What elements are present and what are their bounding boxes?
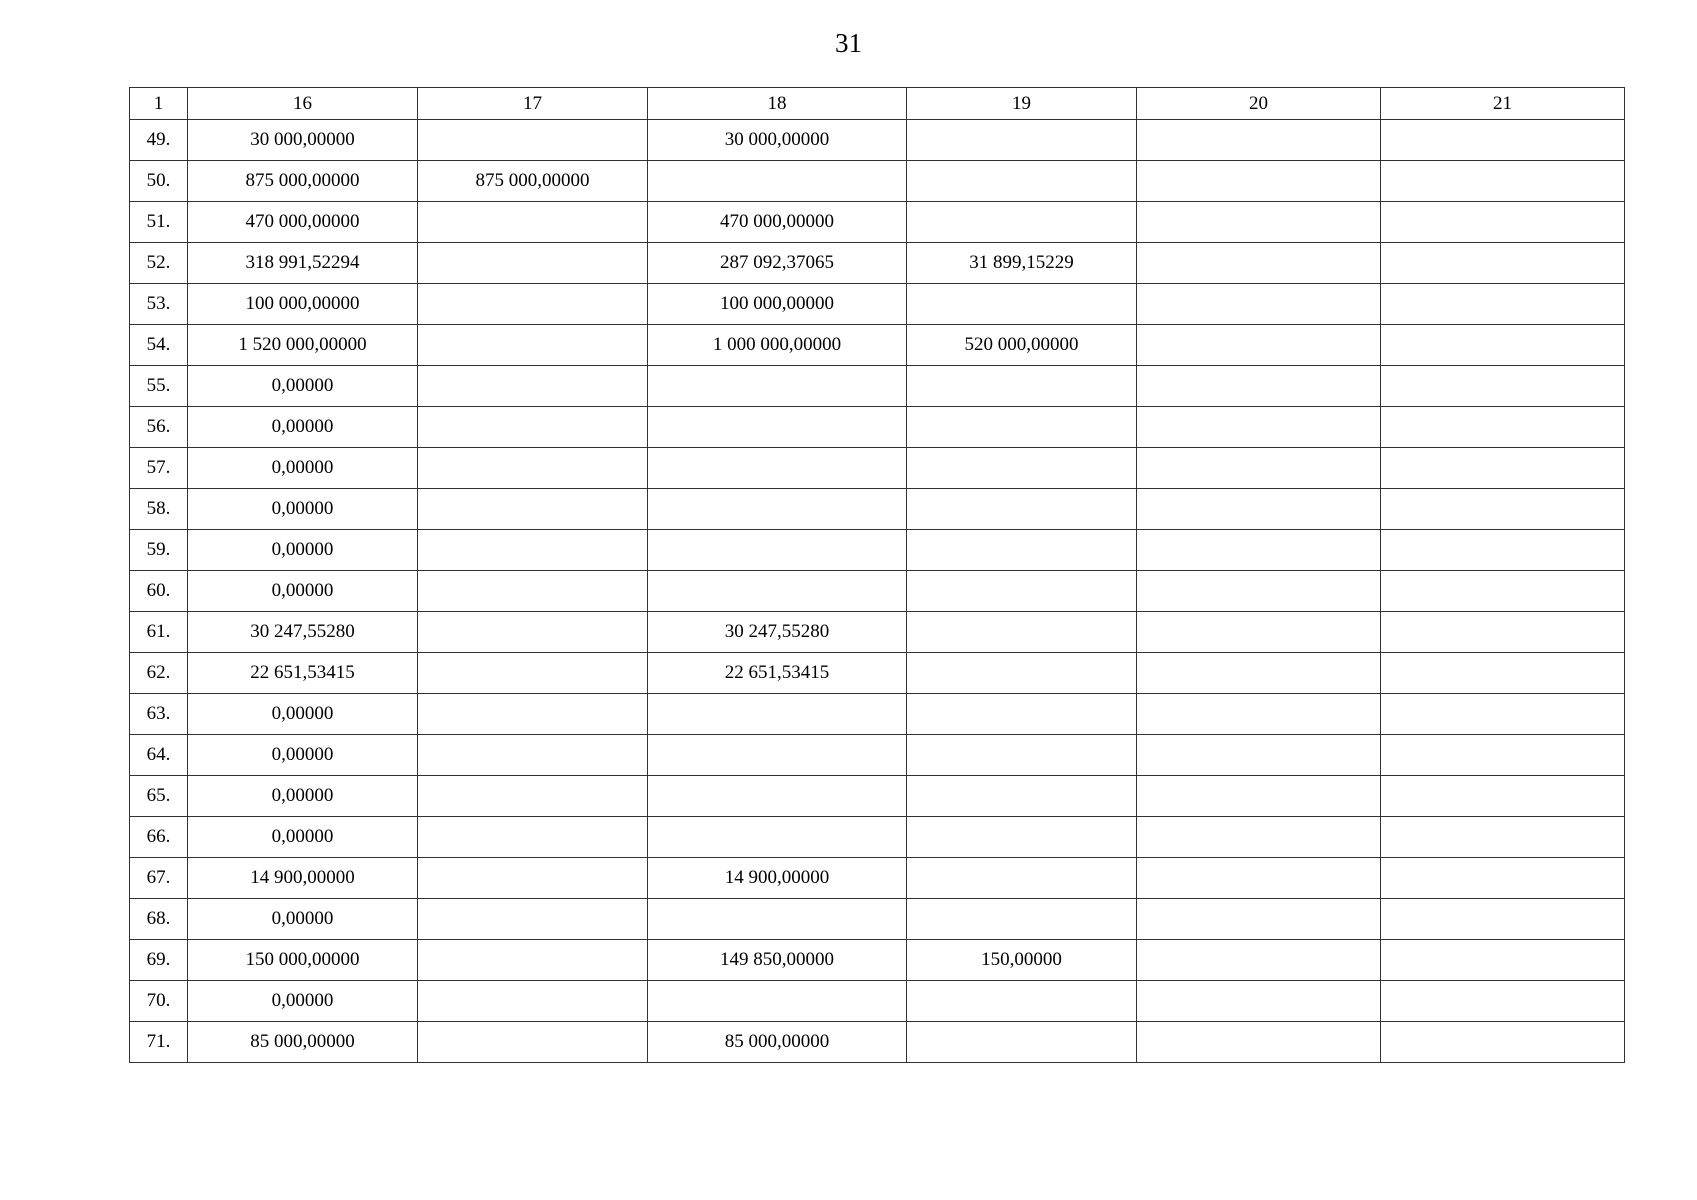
table-cell xyxy=(907,776,1137,817)
table-cell: 0,00000 xyxy=(188,899,418,940)
table-cell xyxy=(1381,981,1625,1022)
table-row xyxy=(130,940,1625,981)
table-cell xyxy=(1137,407,1381,448)
column-header: 19 xyxy=(907,88,1137,120)
table-cell: 30 000,00000 xyxy=(648,120,907,161)
table-cell xyxy=(418,694,648,735)
table-row xyxy=(130,899,1625,940)
table-row xyxy=(130,653,1625,694)
table-header-row xyxy=(130,88,1625,120)
table-cell xyxy=(418,366,648,407)
page-number: 31 xyxy=(835,28,862,58)
table-cell xyxy=(1381,612,1625,653)
table-cell xyxy=(648,776,907,817)
table-cell: 85 000,00000 xyxy=(188,1022,418,1063)
row-number-cell: 54. xyxy=(130,325,188,366)
table-cell xyxy=(648,161,907,202)
table-cell xyxy=(1137,448,1381,489)
table-cell: 520 000,00000 xyxy=(907,325,1137,366)
row-number-cell: 50. xyxy=(130,161,188,202)
table-cell xyxy=(1137,243,1381,284)
table-cell xyxy=(907,530,1137,571)
table-cell xyxy=(1381,571,1625,612)
table-cell xyxy=(907,1022,1137,1063)
table-cell: 30 247,55280 xyxy=(188,612,418,653)
table-cell xyxy=(1137,366,1381,407)
table-cell xyxy=(1381,694,1625,735)
table-cell xyxy=(418,940,648,981)
row-number-cell: 67. xyxy=(130,858,188,899)
row-number-cell: 70. xyxy=(130,981,188,1022)
table-cell xyxy=(1381,653,1625,694)
table-cell xyxy=(1381,489,1625,530)
table-cell: 150,00000 xyxy=(907,940,1137,981)
table-cell xyxy=(1381,448,1625,489)
table-cell xyxy=(648,407,907,448)
table-cell xyxy=(1381,366,1625,407)
row-number-cell: 68. xyxy=(130,899,188,940)
table-cell xyxy=(418,981,648,1022)
table-cell xyxy=(418,858,648,899)
table-cell xyxy=(1381,817,1625,858)
table-row xyxy=(130,817,1625,858)
data-table xyxy=(129,87,1625,1063)
table-cell xyxy=(1381,899,1625,940)
table-cell: 470 000,00000 xyxy=(648,202,907,243)
table-cell xyxy=(1137,202,1381,243)
table-cell xyxy=(418,407,648,448)
table-row xyxy=(130,407,1625,448)
table-cell xyxy=(907,981,1137,1022)
table-row xyxy=(130,489,1625,530)
table-cell: 30 000,00000 xyxy=(188,120,418,161)
row-number-cell: 69. xyxy=(130,940,188,981)
row-number-cell: 57. xyxy=(130,448,188,489)
table-cell xyxy=(907,407,1137,448)
table-cell xyxy=(907,571,1137,612)
table-cell xyxy=(1137,530,1381,571)
table-cell: 875 000,00000 xyxy=(188,161,418,202)
table-cell: 0,00000 xyxy=(188,407,418,448)
table-cell xyxy=(418,817,648,858)
table-row xyxy=(130,202,1625,243)
table-row xyxy=(130,735,1625,776)
table-cell xyxy=(1137,735,1381,776)
table-cell xyxy=(1137,1022,1381,1063)
table-cell xyxy=(907,653,1137,694)
row-number-cell: 60. xyxy=(130,571,188,612)
table-cell xyxy=(907,694,1137,735)
table-cell xyxy=(418,284,648,325)
table-cell xyxy=(1137,817,1381,858)
table-cell xyxy=(418,489,648,530)
table-row xyxy=(130,776,1625,817)
table-cell xyxy=(648,571,907,612)
table-row xyxy=(130,325,1625,366)
row-number-cell: 52. xyxy=(130,243,188,284)
table-cell: 149 850,00000 xyxy=(648,940,907,981)
table-cell xyxy=(648,489,907,530)
table-cell: 100 000,00000 xyxy=(648,284,907,325)
table-cell xyxy=(1137,776,1381,817)
column-header: 16 xyxy=(188,88,418,120)
row-number-cell: 71. xyxy=(130,1022,188,1063)
table-cell: 0,00000 xyxy=(188,981,418,1022)
table-cell xyxy=(418,776,648,817)
table-cell xyxy=(648,981,907,1022)
row-number-cell: 64. xyxy=(130,735,188,776)
table-cell xyxy=(1381,284,1625,325)
table-cell xyxy=(1137,653,1381,694)
table-cell xyxy=(907,858,1137,899)
table-row xyxy=(130,981,1625,1022)
table-cell xyxy=(1381,407,1625,448)
table-cell: 14 900,00000 xyxy=(648,858,907,899)
table-body xyxy=(130,120,1625,1063)
table-cell xyxy=(1381,735,1625,776)
table-cell: 1 520 000,00000 xyxy=(188,325,418,366)
table-row xyxy=(130,612,1625,653)
column-header: 17 xyxy=(418,88,648,120)
table-cell xyxy=(1381,776,1625,817)
column-header: 18 xyxy=(648,88,907,120)
table-cell: 0,00000 xyxy=(188,366,418,407)
table-cell xyxy=(1137,284,1381,325)
row-number-cell: 62. xyxy=(130,653,188,694)
table-cell: 0,00000 xyxy=(188,448,418,489)
table-cell xyxy=(1137,571,1381,612)
table-cell: 31 899,15229 xyxy=(907,243,1137,284)
table-cell: 85 000,00000 xyxy=(648,1022,907,1063)
table-row xyxy=(130,284,1625,325)
table-cell: 30 247,55280 xyxy=(648,612,907,653)
table-cell xyxy=(1137,694,1381,735)
table-cell xyxy=(1381,1022,1625,1063)
table-cell xyxy=(907,735,1137,776)
table-cell xyxy=(907,899,1137,940)
table-cell xyxy=(1137,612,1381,653)
table-cell xyxy=(1137,899,1381,940)
table-cell xyxy=(907,817,1137,858)
table-cell: 1 000 000,00000 xyxy=(648,325,907,366)
table-cell xyxy=(1381,940,1625,981)
row-number-cell: 49. xyxy=(130,120,188,161)
table-cell xyxy=(418,243,648,284)
table-cell: 150 000,00000 xyxy=(188,940,418,981)
row-number-cell: 53. xyxy=(130,284,188,325)
table-cell xyxy=(418,653,648,694)
row-number-cell: 51. xyxy=(130,202,188,243)
column-header: 21 xyxy=(1381,88,1625,120)
table-cell: 0,00000 xyxy=(188,735,418,776)
table-cell: 0,00000 xyxy=(188,571,418,612)
table-cell xyxy=(1137,858,1381,899)
table-cell xyxy=(648,530,907,571)
table-row xyxy=(130,243,1625,284)
table-cell: 22 651,53415 xyxy=(648,653,907,694)
table-cell: 0,00000 xyxy=(188,776,418,817)
table-cell xyxy=(907,612,1137,653)
table-row xyxy=(130,120,1625,161)
table-cell xyxy=(418,899,648,940)
table-cell: 470 000,00000 xyxy=(188,202,418,243)
table-cell: 318 991,52294 xyxy=(188,243,418,284)
row-number-cell: 55. xyxy=(130,366,188,407)
row-number-cell: 56. xyxy=(130,407,188,448)
table-cell xyxy=(418,325,648,366)
table-cell xyxy=(1381,858,1625,899)
table-cell: 100 000,00000 xyxy=(188,284,418,325)
table-cell xyxy=(907,284,1137,325)
table-row xyxy=(130,161,1625,202)
table-cell xyxy=(907,366,1137,407)
table-cell xyxy=(907,489,1137,530)
table-cell: 0,00000 xyxy=(188,489,418,530)
table-cell xyxy=(418,530,648,571)
table-cell xyxy=(418,1022,648,1063)
table-cell xyxy=(648,817,907,858)
table-cell xyxy=(1381,161,1625,202)
table-cell xyxy=(1137,161,1381,202)
table-cell xyxy=(648,899,907,940)
table-cell xyxy=(907,120,1137,161)
row-number-cell: 59. xyxy=(130,530,188,571)
table-row xyxy=(130,366,1625,407)
table-cell xyxy=(1381,202,1625,243)
table-row xyxy=(130,858,1625,899)
table-cell: 22 651,53415 xyxy=(188,653,418,694)
table-row xyxy=(130,530,1625,571)
table-cell xyxy=(1381,120,1625,161)
column-header: 1 xyxy=(130,88,188,120)
table-cell: 0,00000 xyxy=(188,530,418,571)
table-cell: 875 000,00000 xyxy=(418,161,648,202)
table-cell: 0,00000 xyxy=(188,817,418,858)
table-cell xyxy=(1137,940,1381,981)
table-row xyxy=(130,571,1625,612)
table-cell xyxy=(1137,981,1381,1022)
table-cell: 0,00000 xyxy=(188,694,418,735)
table-row xyxy=(130,694,1625,735)
table-cell xyxy=(418,571,648,612)
row-number-cell: 58. xyxy=(130,489,188,530)
table-row xyxy=(130,448,1625,489)
table-cell xyxy=(907,161,1137,202)
table-cell xyxy=(418,120,648,161)
table-cell xyxy=(1381,243,1625,284)
table-row xyxy=(130,1022,1625,1063)
row-number-cell: 65. xyxy=(130,776,188,817)
column-header: 20 xyxy=(1137,88,1381,120)
table-cell xyxy=(418,612,648,653)
table-cell: 14 900,00000 xyxy=(188,858,418,899)
table-cell xyxy=(1137,325,1381,366)
table-cell xyxy=(1137,489,1381,530)
table-cell xyxy=(907,448,1137,489)
table-cell xyxy=(1381,530,1625,571)
table-cell xyxy=(648,694,907,735)
row-number-cell: 63. xyxy=(130,694,188,735)
table-cell xyxy=(1137,120,1381,161)
row-number-cell: 66. xyxy=(130,817,188,858)
table-cell xyxy=(418,202,648,243)
row-number-cell: 61. xyxy=(130,612,188,653)
table-cell xyxy=(418,448,648,489)
table-cell: 287 092,37065 xyxy=(648,243,907,284)
table-cell xyxy=(1381,325,1625,366)
table-cell xyxy=(648,448,907,489)
table-cell xyxy=(648,366,907,407)
table-cell xyxy=(648,735,907,776)
table-cell xyxy=(907,202,1137,243)
table-cell xyxy=(418,735,648,776)
